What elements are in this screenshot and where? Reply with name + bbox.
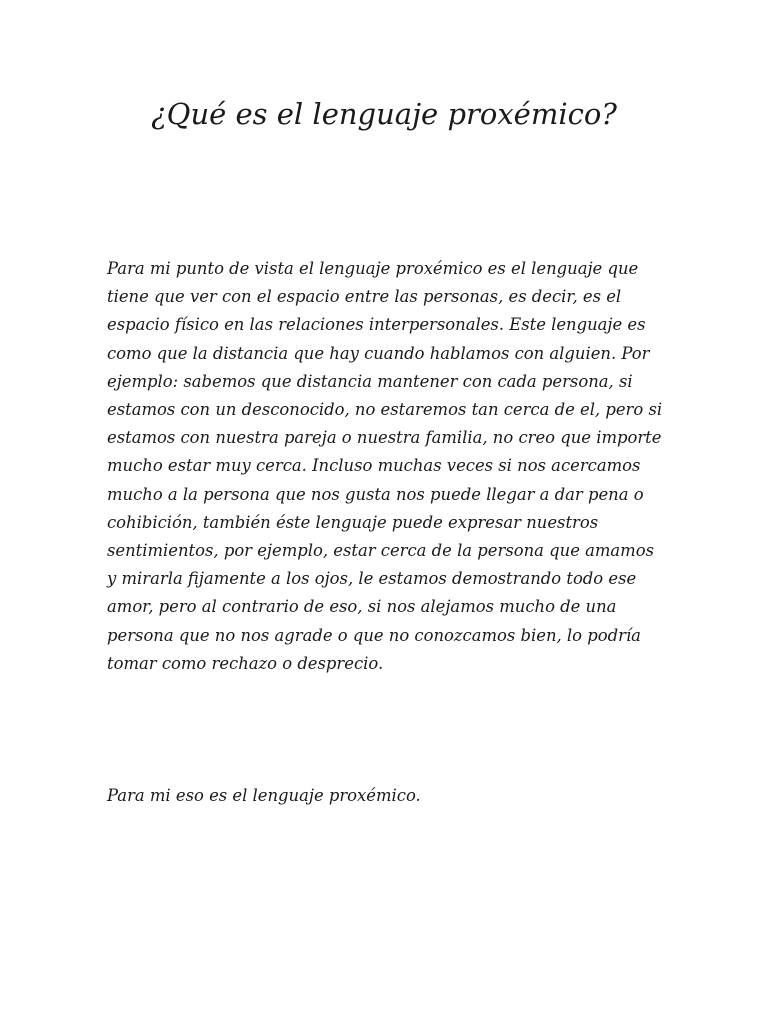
document-title: ¿Qué es el lenguaje proxémico? — [151, 97, 617, 131]
body-paragraph: Para mi punto de vista el lenguaje proxémico es el lenguaje que tiene que ver con el espacio entre las personas, es decir, es el espacio físico en las relaciones interpersonales. Este lenguaje es como que la distancia que hay cuando hablamos con alguien. Por ejemplo: sabemos que distancia mantener con cada persona, si estamos con un desconocido, no estaremos tan cerca de el, pero si estamos con nuestra pareja o nuestra familia, no creo que importe mucho estar muy cerca. Incluso muchas veces si nos acercamos mucho a la persona que nos gusta nos puede llegar a dar pena o cohibición, también éste lenguaje puede expresar nuestros sentimientos, por ejemplo, estar cerca de la persona que amamos y mirarla fijamente a los ojos, le estamos demostrando todo ese amor, pero al contrario de eso, si nos alejamos mucho de una persona que no nos agrade o que no conozcamos bien, lo podría tomar como rechazo o desprecio. — [107, 259, 663, 673]
closing-paragraph: Para mi eso es el lenguaje proxémico. — [107, 786, 421, 805]
